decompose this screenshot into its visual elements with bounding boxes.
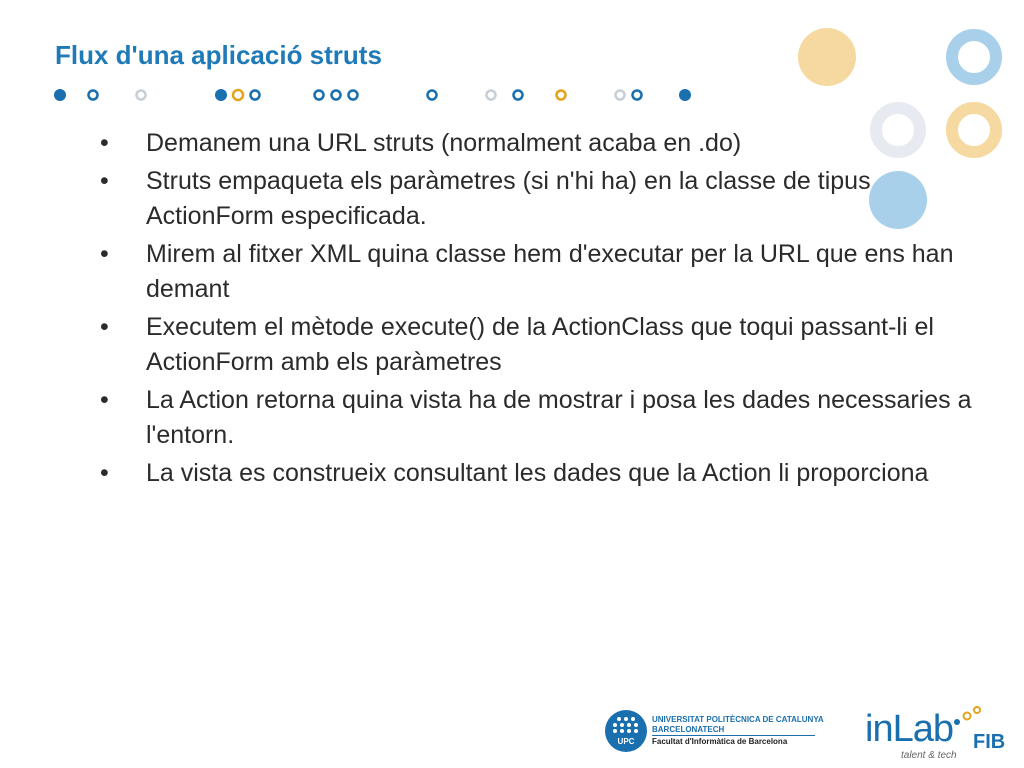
circle-pale-orange [798, 28, 856, 86]
list-item [100, 237, 980, 307]
list-item [100, 126, 980, 161]
bullet-marker: • [100, 386, 109, 414]
bullet-text: Executem el mètode execute() de la ActionClass que toqui passant-li el ActionForm amb els paràmetres [146, 313, 934, 376]
upc-line2: BARCELONATECH [652, 725, 725, 734]
list-item [100, 164, 980, 234]
inlab-dots-icon [953, 706, 983, 726]
ring-light-blue [952, 35, 996, 79]
list-item [100, 456, 980, 491]
inlab-tagline: talent & tech [901, 750, 957, 761]
slide-title: Flux d'una aplicació struts [55, 40, 382, 70]
bullet-list [100, 126, 980, 494]
inlab-logo [865, 706, 1024, 766]
upc-divider [652, 735, 815, 736]
bullet-text: Struts empaqueta els paràmetres (si n'hi ha) en la classe de tipus ActionForm especificada. [146, 167, 871, 230]
list-item [100, 310, 980, 380]
upc-logo [605, 710, 647, 752]
bullet-marker: • [100, 240, 109, 268]
upc-line1: UNIVERSITAT POLITÈCNICA DE CATALUNYA [652, 715, 824, 724]
list-item [100, 383, 980, 453]
footer-logos [605, 704, 1024, 764]
upc-faculty: Facultat d'Informàtica de Barcelona [652, 737, 788, 746]
bullet-marker: • [100, 129, 109, 157]
bullet-text: Demanem una URL struts (normalment acaba en .do) [146, 129, 742, 157]
bullet-marker: • [100, 167, 109, 195]
bullet-marker: • [100, 313, 109, 341]
inlab-fib: FIB [973, 731, 1006, 753]
bullet-text: Mirem al fitxer XML quina classe hem d'executar per la URL que ens han demant [146, 240, 954, 303]
bullet-marker: • [100, 459, 109, 487]
upc-abbr: UPC [617, 737, 635, 746]
upc-name [652, 715, 872, 735]
bullet-text: La Action retorna quina vista ha de mostrar i posa les dades necessaries a l'entorn. [146, 386, 972, 449]
bullet-text: La vista es construeix consultant les dades que la Action li proporciona [146, 459, 929, 487]
inlab-word: inLab [865, 708, 953, 750]
